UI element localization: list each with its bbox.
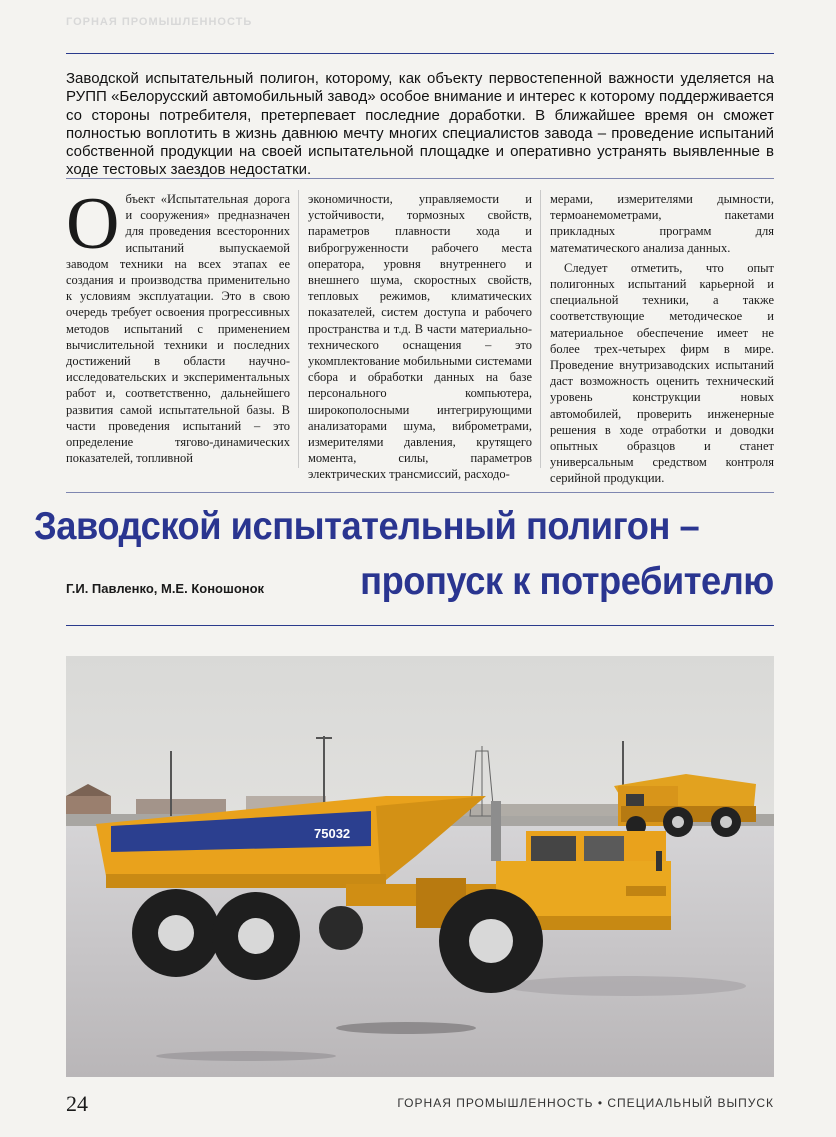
col1-text: бъект «Испытательная дорога и сооружения» предназначен для проведения всесторонних испытаний выпускаемой заводом техники на всех этапах ее создания и производства применительно к условиям эксплуатации. Это в свою очередь требует освоения прогрессивных методов испытаний с применением вычислительной техники и последних достижений в области научно-исследовательских и экспериментальных работ и, соответственно, дальнейшего развития самой испытательной базы. В части проведения испытаний – это определение тягово-динамических показателей, топливной	[66, 192, 290, 466]
running-head: ГОРНАЯ ПРОМЫШЛЕННОСТЬ	[66, 16, 253, 28]
col3-paragraph-2: Следует отметить, что опыт полигонных испытаний карьерной и специальной техники, а также соответствующие методическое и материальное обеспечение имеет не более трех-четырех фирм в мире. Проведение внутризаводских испытаний даст возможность оценить технический уровень конструкции новых автомобилей, проверить инженерные решения в ходе отработки и доводки опытных образцов и станет универсальным средством контроля серийной продукции.	[550, 260, 774, 486]
truck-number-label: 75032	[314, 826, 351, 841]
col2-text: экономичности, управляемости и устойчивости, тормозных свойств, параметров плавности хода и виброгруженности рабочего места оператора, уровня внутреннего и внешнего шума, скоростных свойств, тепловых режимов, климатических показателей, систем доступа и рабочего пространства и т.д. В части материально-технического оснащения – это укомплектование мобильными системами сбора и обработки данных на базе персонального компьютера, широкополосными интегрирующими анализаторами шума, виброметрами, измерителями давления, крутящего момента, силы, параметров электрических трансмиссий, расходо-	[308, 192, 532, 482]
publication-footer: ГОРНАЯ ПРОМЫШЛЕННОСТЬ • СПЕЦИАЛЬНЫЙ ВЫПУСК	[397, 1096, 774, 1110]
lead-rule	[66, 178, 774, 179]
column-divider-2	[540, 190, 541, 468]
col1-paragraph	[66, 183, 290, 466]
lead-text: Заводской испытательный полигон, которому, как объекту первостепенной важности уделяется на РУПП «Белорусский автомобильный завод» особое внимание и интерес к которому поддерживается со стороны потребителя, претерпевает последние доработки. В ближайшее время он сможет полностью воплотить в жизнь давнюю мечту многих специалистов завода – проведение испытаний собственной продукции на своей испытательной площадке и оперативно устранять выявленные в ходе тестовых заездов недостатки.	[66, 70, 774, 179]
body-rule	[66, 492, 774, 493]
column-divider-1	[298, 190, 299, 468]
body-column-3	[550, 191, 774, 487]
article-authors: Г.И. Павленко, М.Е. Коношонок	[66, 581, 265, 596]
dump-truck-photo	[66, 656, 774, 1077]
body-column-2	[308, 191, 532, 483]
col3-paragraph-1: мерами, измерителями дымности, термоанемометрами, пакетами прикладных программ для математического анализа данных.	[550, 192, 774, 255]
lead-paragraph	[66, 70, 774, 180]
drop-cap: О	[66, 183, 120, 265]
body-column-1	[66, 183, 290, 466]
background-truck	[614, 774, 756, 837]
article-title-line-2: пропуск к потребителю	[360, 560, 774, 603]
article-title-line-1: Заводской испытательный полигон –	[34, 505, 700, 548]
page-number: 24	[66, 1091, 88, 1116]
top-rule	[66, 53, 774, 54]
title-rule	[66, 625, 774, 626]
